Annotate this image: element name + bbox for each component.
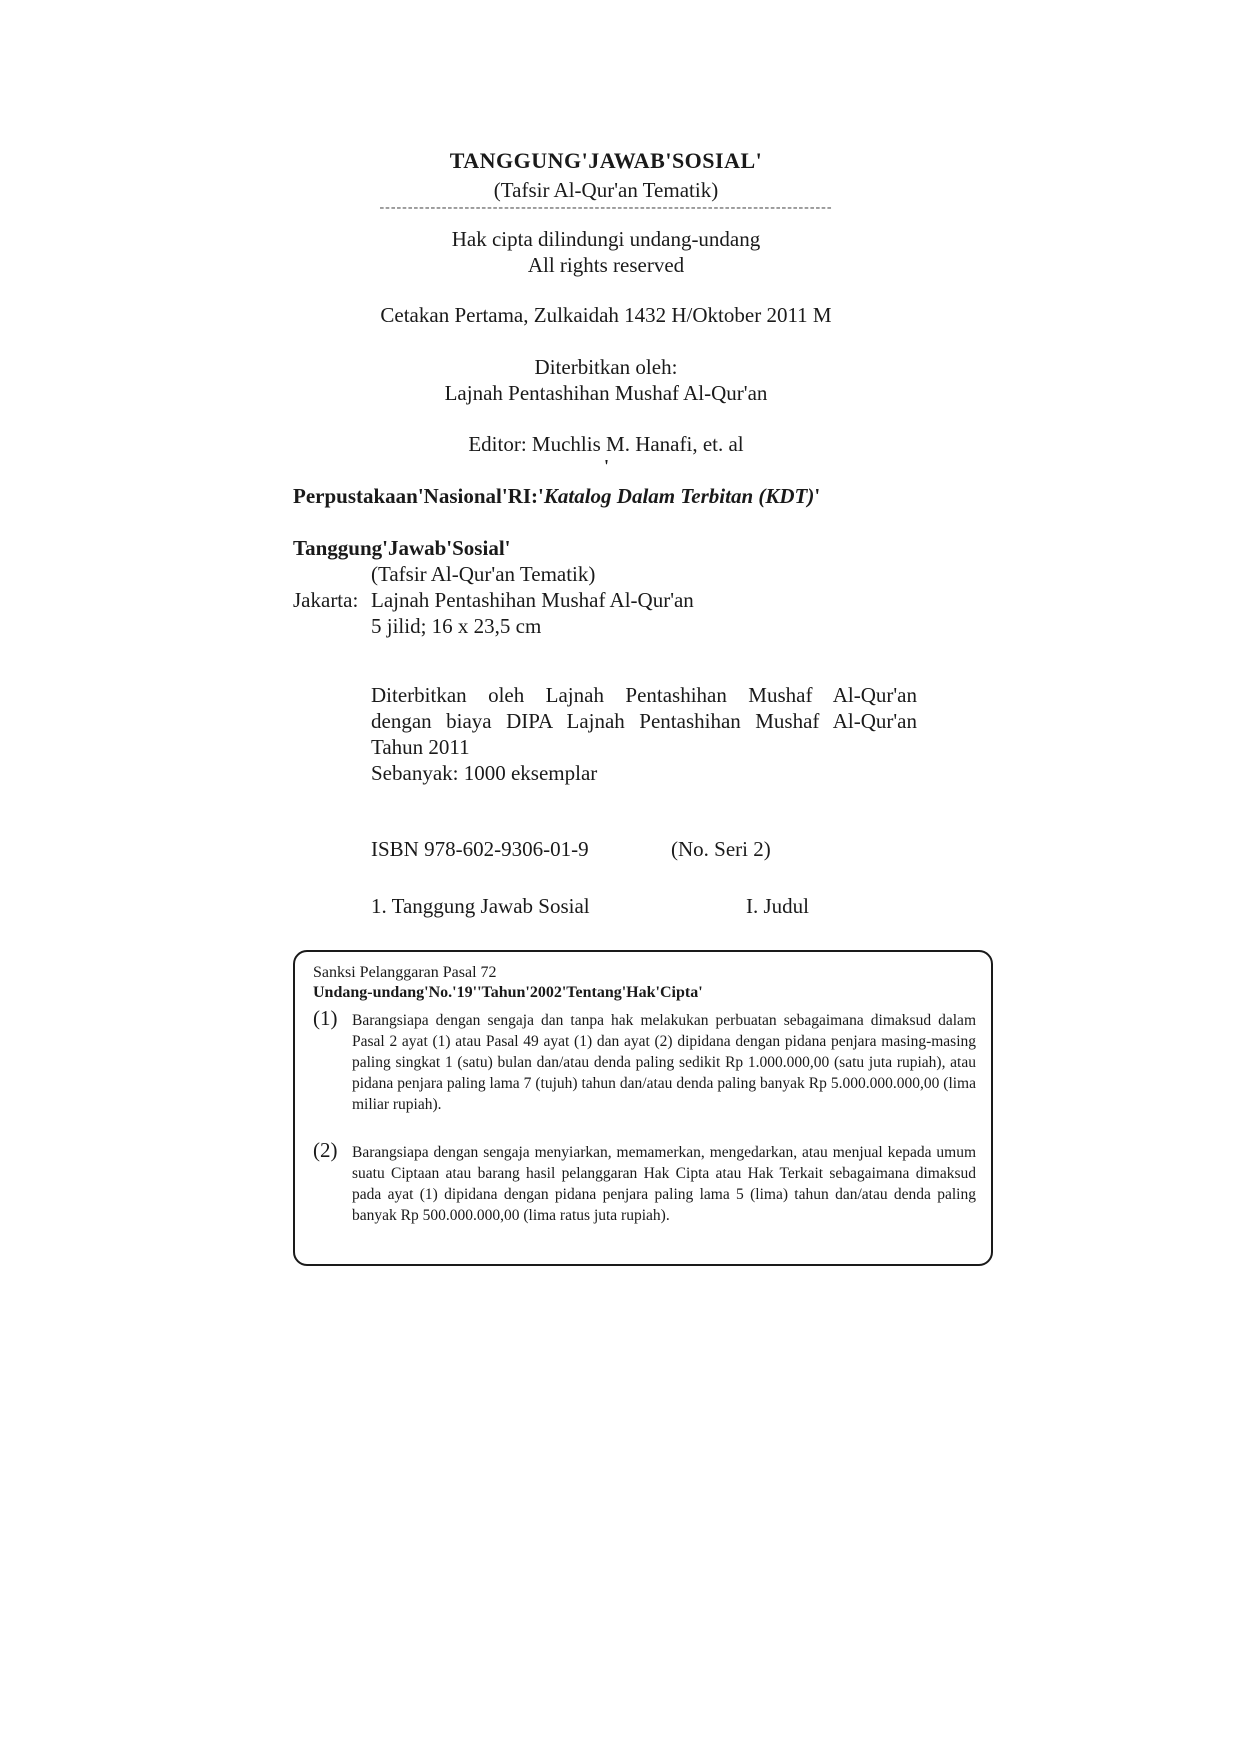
series-number: (No. Seri 2) <box>671 837 771 861</box>
funding-line-4: Sebanyak: 1000 eksemplar <box>371 761 598 785</box>
catalog-physical: 5 jilid; 16 x 23,5 cm <box>371 614 542 638</box>
kdt-prefix: Perpustakaan'Nasional'RI:' <box>293 484 544 508</box>
catalog-place-publisher: Lajnah Pentashihan Mushaf Al-Qur'an <box>371 588 694 612</box>
catalog-title: Tanggung'Jawab'Sosial' <box>293 536 511 560</box>
edition-line: Cetakan Pertama, Zulkaidah 1432 H/Oktober 2011 M <box>380 303 832 327</box>
book-title: TANGGUNG'JAWAB'SOSIAL' <box>449 148 763 173</box>
sanksi-box <box>293 950 993 1266</box>
funding-line-3: Tahun 2011 <box>371 735 470 759</box>
catalog-place-label: Jakarta: <box>293 588 359 612</box>
isbn: ISBN 978-602-9306-01-9 <box>371 837 589 861</box>
funding-block <box>371 682 917 786</box>
clause-1-number: (1) <box>313 1006 338 1030</box>
copyright-notice: Hak cipta dilindungi undang-undang <box>451 227 761 251</box>
kdt-suffix: ' <box>814 484 821 508</box>
stray-mark: ' <box>604 456 610 476</box>
dashed-divider: -------------------------------------------------------------------------------- <box>379 200 833 215</box>
clause-2-text: Barangsiapa dengan sengaja menyiarkan, memamerkan, mengedarkan, atau menjual kepada umum suatu Ciptaan atau barang hasil pelanggaran Hak Cipta atau Hak Terkait sebagaimana dimaksud pada ayat (1) dipidana dengan pidana penjara paling lama 5 (lima) tahun dan/atau denda paling banyak Rp 500.000.000,00 (lima ratus juta rupiah). <box>352 1144 976 1224</box>
sanksi-law: Undang-undang'No.'19''Tahun'2002'Tentang'Hak'Cipta' <box>313 984 703 1001</box>
sanksi-title: Sanksi Pelanggaran Pasal 72 <box>313 964 497 981</box>
clause-2-number: (2) <box>313 1138 338 1162</box>
catalog-subtitle: (Tafsir Al-Qur'an Tematik) <box>371 562 596 586</box>
funding-line-2: dengan biaya DIPA Lajnah Pentashihan Mushaf Al-Qur'an <box>371 709 917 733</box>
funding-line-1: Diterbitkan oleh Lajnah Pentashihan Mushaf Al-Qur'an <box>371 683 917 707</box>
kdt-italic: Katalog Dalam Terbitan (KDT) <box>543 484 815 508</box>
editor-line: Editor: Muchlis M. Hanafi, et. al <box>468 432 744 456</box>
book-subtitle: (Tafsir Al-Qur'an Tematik) <box>493 178 719 202</box>
publisher-label: Diterbitkan oleh: <box>534 355 678 379</box>
clause-1-text: Barangsiapa dengan sengaja dan tanpa hak melakukan perbuatan sebagaimana dimaksud dalam Pasal 2 ayat (1) atau Pasal 49 ayat (1) dan ayat (2) dipidana dengan pidana penjara masing-masing paling singkat 1 (satu) bulan dan/atau denda paling sedikit Rp 1.000.000,00 (satu juta rupiah), atau pidana penjara paling lama 7 (tujuh) tahun dan/atau denda paling banyak Rp 5.000.000.000,00 (lima miliar rupiah). <box>352 1012 976 1113</box>
subject-entry: 1. Tanggung Jawab Sosial <box>371 894 590 918</box>
rights-reserved: All rights reserved <box>527 253 685 277</box>
title-entry: I. Judul <box>746 894 809 918</box>
publisher-name: Lajnah Pentashihan Mushaf Al-Qur'an <box>444 381 768 405</box>
kdt-heading <box>293 484 820 509</box>
